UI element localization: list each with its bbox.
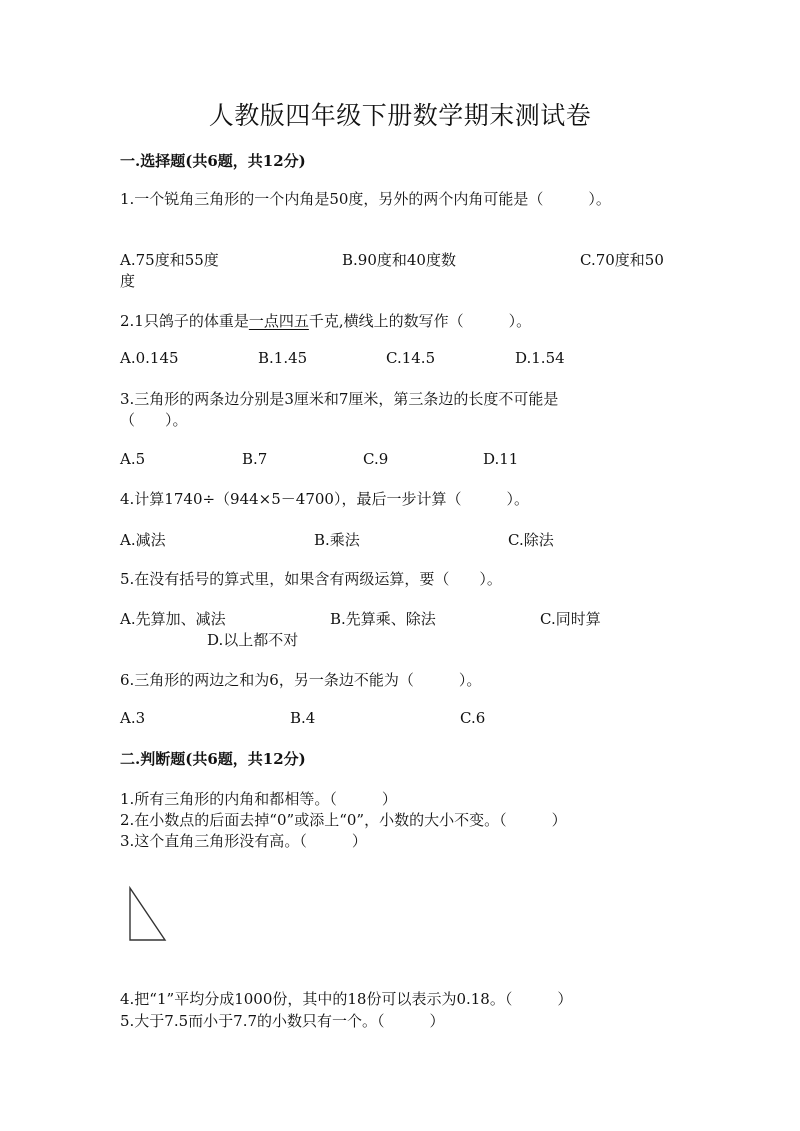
question-1-option-a: A.75度和55度 <box>120 251 219 269</box>
question-2-stem-post: 千克,横线上的数写作（ ）。 <box>308 312 532 330</box>
judgment-item-2: 2.在小数点的后面去掉“0”或添上“0”，小数的大小不变。（ ） <box>120 811 567 829</box>
question-3-option-d: D.11 <box>483 450 519 468</box>
question-2-option-c: C.14.5 <box>386 349 436 367</box>
question-6-option-a: A.3 <box>120 709 146 727</box>
question-5-stem: 5.在没有括号的算式里，如果含有两级运算，要（ ）。 <box>120 570 502 588</box>
question-6-option-c: C.6 <box>460 709 486 727</box>
page-title: 人教版四年级下册数学期末测试卷 <box>208 101 592 130</box>
question-1-option-c-wrap: 度 <box>120 272 136 290</box>
judgment-item-4: 4.把“1”平均分成1000份，其中的18份可以表示为0.18。（ ） <box>120 990 573 1008</box>
question-3-option-b: B.7 <box>242 450 268 468</box>
question-2-stem-underlined: 一点四五 <box>248 312 309 330</box>
question-2-option-b: B.1.45 <box>258 349 308 367</box>
judgment-item-5: 5.大于7.5而小于7.7的小数只有一个。（ ） <box>120 1012 445 1030</box>
question-4-stem: 4.计算1740÷（944×5－4700），最后一步计算（ ）。 <box>120 490 529 508</box>
right-triangle-figure <box>125 885 170 945</box>
question-1-option-c: C.70度和50 <box>580 251 664 269</box>
section-heading-choice: 一.选择题(共6题，共12分) <box>120 152 306 170</box>
question-2-option-a: A.0.145 <box>120 349 179 367</box>
question-2-stem <box>120 310 531 331</box>
question-1-stem: 1.一个锐角三角形的一个内角是50度，另外的两个内角可能是（ ）。 <box>120 190 611 208</box>
question-4-option-c: C.除法 <box>508 531 554 549</box>
judgment-item-3: 3.这个直角三角形没有高。（ ） <box>120 832 367 850</box>
question-2-stem-pre: 2.1只鸽子的体重是 <box>120 312 249 330</box>
question-4-option-a: A.减法 <box>120 531 166 549</box>
question-5-option-c: C.同时算 <box>540 610 601 628</box>
question-3-option-c: C.9 <box>363 450 389 468</box>
question-6-option-b: B.4 <box>290 709 316 727</box>
question-6-stem: 6.三角形的两边之和为6，另一条边不能为（ ）。 <box>120 671 482 689</box>
section-heading-judgment: 二.判断题(共6题，共12分) <box>120 750 306 768</box>
question-4-option-b: B.乘法 <box>314 531 360 549</box>
question-5-option-d: D.以上都不对 <box>207 631 299 649</box>
question-3-stem-wrap: （ ）。 <box>120 411 188 429</box>
question-3-stem: 3.三角形的两条边分别是3厘米和7厘米，第三条边的长度不可能是 <box>120 390 559 408</box>
question-3-option-a: A.5 <box>120 450 146 468</box>
judgment-item-1: 1.所有三角形的内角和都相等。（ ） <box>120 790 397 808</box>
question-5-option-b: B.先算乘、除法 <box>330 610 436 628</box>
question-5-option-a: A.先算加、减法 <box>120 610 226 628</box>
question-2-option-d: D.1.54 <box>515 349 565 367</box>
question-1-option-b: B.90度和40度数 <box>342 251 456 269</box>
